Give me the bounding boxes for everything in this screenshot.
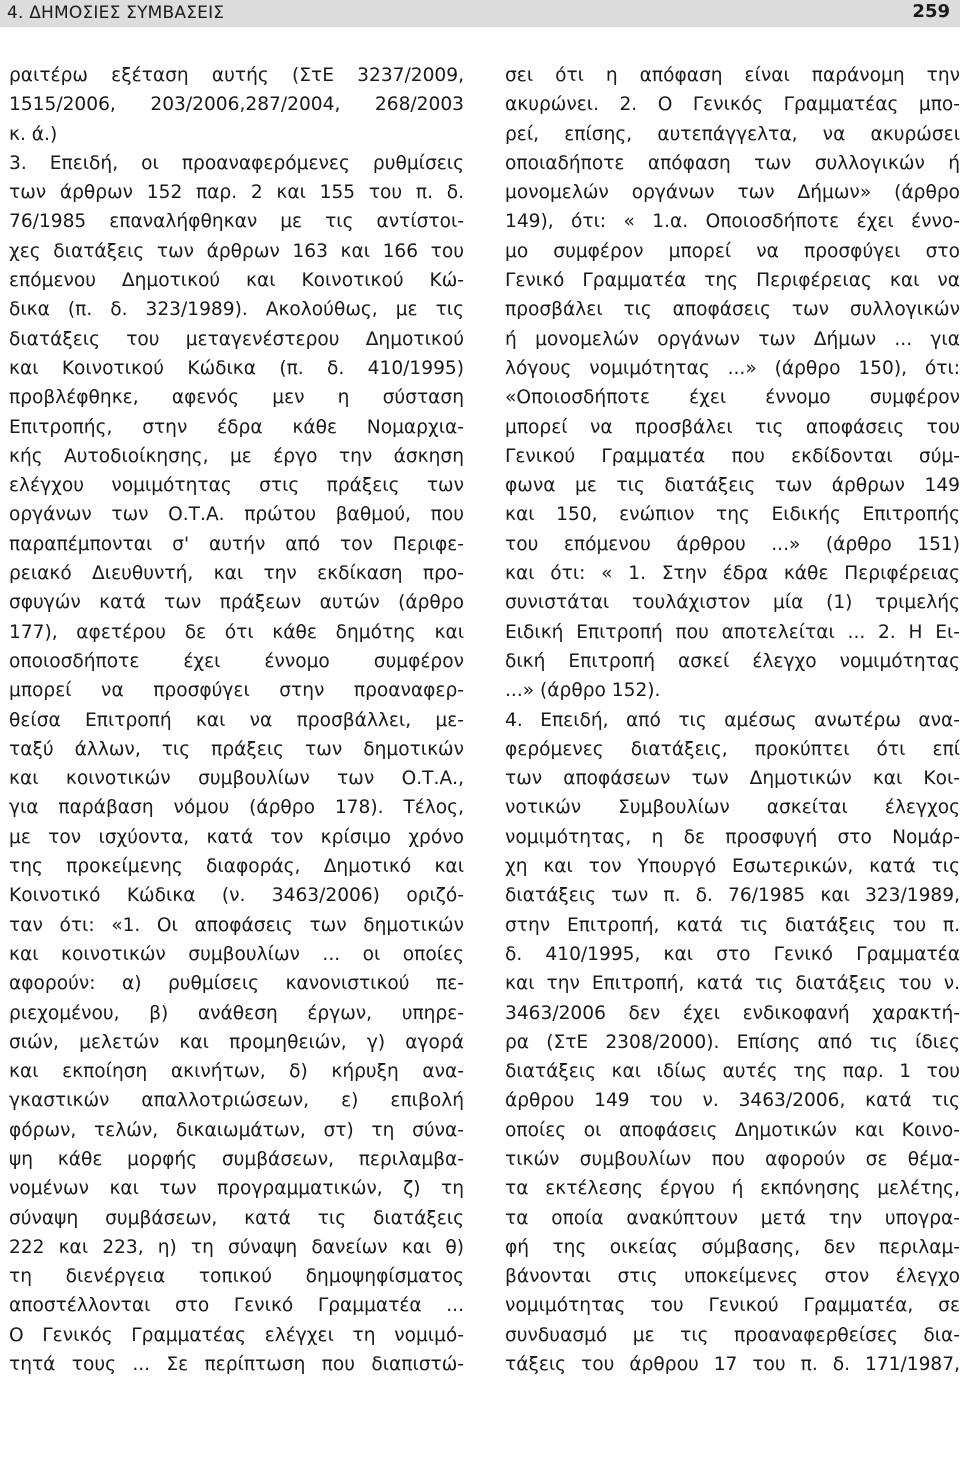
text-line: 3. Επειδή, οι προαναφερόμενες ρυθμίσεις <box>9 152 464 174</box>
text-line: νομένων και των προγραμματικών, ζ) τη <box>9 1178 464 1200</box>
text-line: ρεί, επίσης, αυτεπάγγελτα, να ακυρώσει <box>505 123 960 145</box>
text-line: ...» (άρθρο 152). <box>505 680 661 702</box>
text-line: σφυγών κατά των πράξεων αυτών (άρθρο <box>9 592 464 614</box>
text-line: 177), αφετέρου δε ότι κάθε δημότης και <box>9 621 464 643</box>
text-line: επόμενου Δημοτικού και Κοινοτικού Κώ- <box>9 270 464 292</box>
text-line: μο συμφέρον μπορεί να προσφύγει στο <box>505 240 960 262</box>
text-line: μονομελών οργάνων των Δήμων» (άρθρο <box>505 182 960 204</box>
text-line: Ο Γενικός Γραμματέας ελέγχει τη νομιμό- <box>9 1324 464 1346</box>
text-line: 76/1985 επαναλήφθηκαν με τις αντίστοι- <box>9 211 464 233</box>
text-line: συνιστάται τουλάχιστον μία (1) τριμελής <box>505 592 960 614</box>
text-line: οποιαδήποτε απόφαση των συλλογικών ή <box>505 152 960 174</box>
text-line: και ότι: « 1. Στην έδρα κάθε Περιφέρειας <box>505 563 960 585</box>
text-line: κ. ά.) <box>9 123 58 145</box>
text-line: δ. 410/1995, και στο Γενικό Γραμματέα <box>505 943 960 965</box>
text-line: και Κοινοτικού Κώδικα (π. δ. 410/1995) <box>9 357 464 379</box>
text-line: κής Αυτοδιοίκησης, με έργο την άσκηση <box>9 445 464 467</box>
text-line: δικα (π. δ. 323/1989). Ακολούθως, με τις <box>9 299 464 321</box>
text-line: ψη κάθε μορφής συμβάσεων, περιλαμβα- <box>9 1148 464 1170</box>
text-line: οποίες οι αποφάσεις Δημοτικών και Κοινο- <box>505 1119 960 1141</box>
text-line: των αποφάσεων των Δημοτικών και Κοι- <box>505 768 960 790</box>
text-line: και 150, ενώπιον της Ειδικής Επιτροπής <box>505 504 960 526</box>
text-line: φόρων, τελών, δικαιωμάτων, στ) τη σύνα- <box>9 1119 464 1141</box>
section-title: 4. ΔΗΜΟΣΙΕΣ ΣΥΜΒΑΣΕΙΣ <box>7 3 225 23</box>
left-column <box>9 61 464 1379</box>
text-line: Ειδική Επιτροπή που αποτελείται ... 2. Η Ει- <box>505 621 960 643</box>
text-line: ελέγχου νομιμότητας στις πράξεις των <box>9 475 464 497</box>
page-number: 259 <box>912 1 950 22</box>
text-line: ρα (ΣτΕ 2308/2000). Επίσης από τις ίδιες <box>505 1031 960 1053</box>
text-line: προβλέφθηκε, αφενός μεν η σύσταση <box>9 387 464 409</box>
text-line: των άρθρων 152 παρ. 2 και 155 του π. δ. <box>9 182 464 204</box>
text-line: ταξύ άλλων, τις πράξεις των δημοτικών <box>9 738 464 760</box>
text-line: μπορεί να προσφύγει στην προαναφερ- <box>9 680 464 702</box>
text-line: αποστέλλονται στο Γενικό Γραμματέα ... <box>9 1295 464 1317</box>
text-line: οργάνων των Ο.Τ.Α. πρώτου βαθμού, που <box>9 504 464 526</box>
text-line: χες διατάξεις των άρθρων 163 και 166 του <box>9 240 464 262</box>
text-line: διατάξεις του μεταγενέστερου Δημοτικού <box>9 328 464 350</box>
text-line: τα οποία ανακύπτουν μετά την υπογρα- <box>505 1207 960 1229</box>
text-line: Γενικού Γραμματέα που εκδίδονται σύμ- <box>505 445 960 467</box>
text-line: στην Επιτροπή, κατά τις διατάξεις του π. <box>505 914 960 936</box>
text-line: μπορεί να προσβάλει τις αποφάσεις του <box>505 416 960 438</box>
text-line: γκαστικών απαλλοτριώσεων, ε) επιβολή <box>9 1090 464 1112</box>
text-line: δική Επιτροπή ασκεί έλεγχο νομιμότητας <box>505 650 960 672</box>
text-line: και κοινοτικών συμβουλίων ... οι οποίες <box>9 943 464 965</box>
text-line: της προκείμενης διαφοράς, Δημοτικό και <box>9 856 464 878</box>
text-line: με τον ισχύοντα, κατά τον κρίσιμο χρόνο <box>9 826 464 848</box>
text-line: ακυρώνει. 2. Ο Γενικός Γραμματέας μπο- <box>505 94 960 116</box>
text-line: ριεχομένου, β) ανάθεση έργων, υπηρε- <box>9 1002 464 1024</box>
text-line: φωνα με τις διατάξεις των άρθρων 149 <box>505 475 960 497</box>
text-line: και εκποίηση ακινήτων, δ) κήρυξη ανα- <box>9 1061 464 1083</box>
text-line: διατάξεις και ιδίως αυτές της παρ. 1 του <box>505 1061 960 1083</box>
text-line: σιών, μελετών και προμηθειών, γ) αγορά <box>9 1031 464 1053</box>
text-line: ραιτέρω εξέταση αυτής (ΣτΕ 3237/2009, <box>9 65 464 86</box>
text-line: τη διενέργεια τοπικού δημοψηφίσματος <box>9 1266 464 1288</box>
right-column <box>505 61 960 1379</box>
text-line: τα εκτέλεσης έργου ή εκπόνησης μελέτης, <box>505 1178 960 1200</box>
text-line: άρθρου 149 του ν. 3463/2006, κατά τις <box>505 1090 960 1112</box>
text-line: σει ότι η απόφαση είναι παράνομη την <box>505 65 960 86</box>
text-line: οποιοσδήποτε έχει έννομο συμφέρον <box>9 650 464 672</box>
text-line: σύναψη συμβάσεων, κατά τις διατάξεις <box>9 1207 464 1229</box>
text-line: παραπέμπονται σ' αυτήν από τον Περιφε- <box>9 533 464 555</box>
text-line: αφορούν: α) ρυθμίσεις κανονιστικού πε- <box>9 973 464 995</box>
text-line: φή της οικείας σύμβασης, δεν περιλαμ- <box>505 1236 960 1258</box>
text-line: νοτικών Συμβουλίων ασκείται έλεγχος <box>505 797 960 819</box>
text-line: νομιμότητας, η δε προσφυγή στο Νομάρ- <box>505 826 960 848</box>
text-line: 149), ότι: « 1.α. Οποιοσδήποτε έχει έννο- <box>505 211 960 233</box>
text-line: ή μονομελών οργάνων των Δήμων ... για <box>505 328 960 350</box>
text-line: και την Επιτροπή, κατά τις διατάξεις του ν. <box>505 973 960 995</box>
text-line: Επιτροπής, στην έδρα κάθε Νομαρχια- <box>9 416 464 438</box>
text-line: και κοινοτικών συμβουλίων των Ο.Τ.Α., <box>9 768 464 790</box>
text-line: Γενικό Γραμματέα της Περιφέρειας και να <box>505 270 960 292</box>
text-line: θείσα Επιτροπή και να προσβάλλει, με- <box>9 709 464 731</box>
text-line: βάνονται στις υποκείμενες στον έλεγχο <box>505 1266 960 1288</box>
text-line: διατάξεις των π. δ. 76/1985 και 323/1989, <box>505 885 960 907</box>
text-line: φερόμενες διατάξεις, προκύπτει ότι επί <box>505 738 960 760</box>
text-line: «Οποιοσδήποτε έχει έννομο συμφέρον <box>505 387 960 409</box>
page-header <box>0 0 960 27</box>
text-line: τικών συμβουλίων που αφορούν σε θέμα- <box>505 1148 960 1170</box>
text-line: νομιμότητας του Γενικού Γραμματέα, σε <box>505 1295 960 1317</box>
text-line: συνδυασμό με τις προαναφερθείσες δια- <box>505 1324 960 1346</box>
text-line: για παράβαση νόμου (άρθρο 178). Τέλος, <box>9 797 464 819</box>
text-line: χη και τον Υπουργό Εσωτερικών, κατά τις <box>505 856 960 878</box>
text-line: τάξεις του άρθρου 17 του π. δ. 171/1987, <box>505 1354 960 1376</box>
text-line: ταν ότι: «1. Οι αποφάσεις των δημοτικών <box>9 914 464 936</box>
text-line: Κοινοτικό Κώδικα (ν. 3463/2006) οριζό- <box>9 885 464 907</box>
text-line: 222 και 223, η) τη σύναψη δανείων και θ) <box>9 1236 464 1258</box>
text-line: προσβάλει τις αποφάσεις των συλλογικών <box>505 299 960 321</box>
text-line: 3463/2006 δεν έχει ενδικοφανή χαρακτή- <box>505 1002 960 1024</box>
text-line: του επόμενου άρθρου ...» (άρθρο 151) <box>505 533 960 555</box>
text-line: ρειακό Διευθυντή, και την εκδίκαση προ- <box>9 563 464 585</box>
text-line: 1515/2006, 203/2006,287/2004, 268/2003 <box>9 94 464 116</box>
text-line: λόγους νομιμότητας ...» (άρθρο 150), ότι: <box>505 357 960 379</box>
text-line: 4. Επειδή, από τις αμέσως ανωτέρω ανα- <box>505 709 960 731</box>
text-line: τητά τους ... Σε περίπτωση που διαπιστώ- <box>9 1354 464 1376</box>
